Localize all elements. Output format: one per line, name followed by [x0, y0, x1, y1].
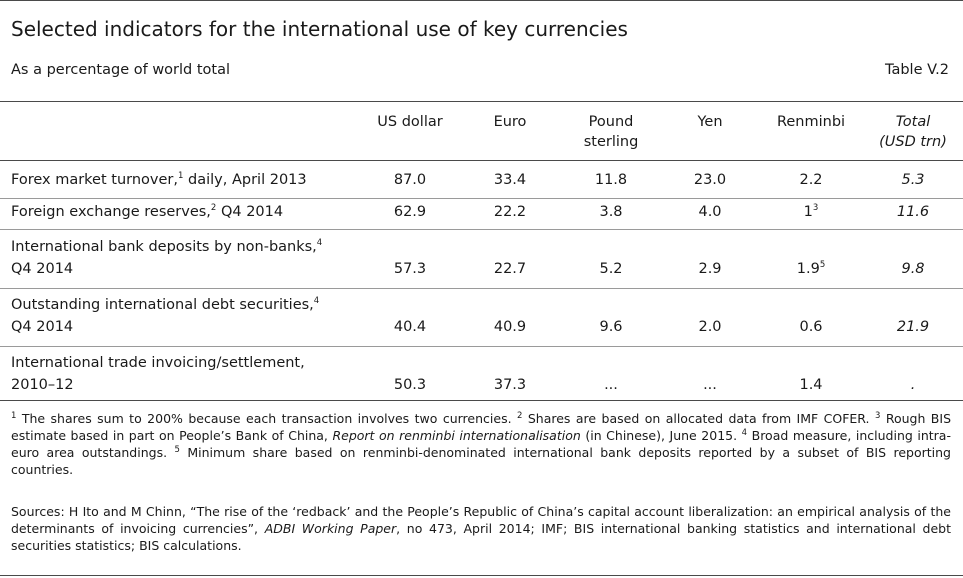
- table-cell: 50.3: [393, 377, 427, 393]
- header-bottom-rule: [0, 160, 963, 161]
- table-cell: 4.0: [698, 204, 722, 220]
- row-label-debt-securities-line2: Q4 2014: [11, 319, 74, 335]
- page-subtitle: As a percentage of world total: [11, 62, 231, 78]
- column-header-renminbi: [770, 112, 852, 132]
- table-cell: 87.0: [393, 172, 427, 188]
- table-cell: 2.9: [698, 261, 722, 277]
- table-cell-total: 5.3: [901, 172, 925, 188]
- table-cell: ...: [703, 377, 717, 393]
- table-cell-value: 1: [803, 204, 813, 220]
- table-cell: 62.9: [393, 204, 427, 220]
- footnote-text: The shares sum to 200% because each transaction involves two currencies.: [16, 411, 517, 426]
- footnote-ref: 2: [210, 203, 217, 214]
- row-label-trade-invoicing: International trade invoicing/settlement,: [11, 355, 305, 371]
- row-label-trade-invoicing-line2: 2010–12: [11, 377, 74, 393]
- row-label-text: Forex market turnover,: [11, 172, 178, 188]
- footnote-text: Rough BIS estimate based in part on People’s Bank of China,: [11, 411, 952, 443]
- row-label-text: Outstanding international debt securities,: [11, 297, 314, 313]
- table-cell-total: 21.9: [896, 319, 930, 335]
- row-label-fx-reserves: [11, 202, 283, 223]
- table-cell: 33.4: [493, 172, 527, 188]
- row-divider: [0, 229, 963, 230]
- sources-text: , no 473, April 2014; IMF; BIS international banking statistics and international debt securities statistics; BIS calculations.: [11, 521, 952, 553]
- footnote-italic-title: Report on renminbi internationalisation: [332, 428, 581, 443]
- table-cell-value: 1.9: [796, 261, 820, 277]
- footnote-text: Broad measure, including intra-euro area outstandings.: [11, 428, 951, 460]
- page-bottom-rule: [0, 575, 963, 576]
- table-cell: 11.8: [594, 172, 628, 188]
- sources-text: Sources: H Ito and M Chinn, “The rise of the ‘redback’ and the People’s Republic of China’s capital account liberalization: an empirical analysis of the determinants of invoicing currencies”,: [11, 504, 951, 536]
- table-cell: 22.2: [493, 204, 527, 220]
- row-label-text: daily, April 2013: [183, 172, 307, 188]
- column-header-us-dollar: [370, 112, 450, 132]
- column-header-yen: [678, 112, 742, 132]
- table-cell: 57.3: [393, 261, 427, 277]
- table-cell: ...: [604, 377, 618, 393]
- table-cell: 9.6: [599, 319, 623, 335]
- row-label-bank-deposits: [11, 237, 322, 258]
- row-label-bank-deposits-line2: Q4 2014: [11, 261, 74, 277]
- footnote-number: 5: [174, 444, 180, 455]
- footnote-text: (in Chinese), June 2015.: [580, 428, 742, 443]
- footnote-number: 3: [874, 410, 881, 421]
- footnote-number: 1: [11, 410, 17, 421]
- page-title: Selected indicators for the international use of key currencies: [11, 17, 628, 41]
- table-cell: 23.0: [693, 172, 727, 188]
- row-divider: [0, 288, 963, 289]
- header-top-rule: [0, 101, 963, 102]
- table-cell: 40.4: [393, 319, 427, 335]
- footnote-ref: 4: [316, 238, 323, 249]
- row-label-text: International bank deposits by non-banks,: [11, 239, 317, 255]
- footnotes: [11, 410, 951, 478]
- row-divider: [0, 346, 963, 347]
- table-cell: 1.4: [799, 377, 823, 393]
- table-number: Table V.2: [885, 62, 949, 78]
- footnote-ref: 1: [177, 171, 184, 182]
- table-cell-total: 9.8: [901, 261, 925, 277]
- table-cell: [770, 259, 852, 280]
- column-header-euro: [475, 112, 545, 132]
- table-cell: 2.2: [799, 172, 823, 188]
- sources: [11, 503, 951, 554]
- table-cell: 22.7: [493, 261, 527, 277]
- footnote-text: Shares are based on allocated data from IMF COFER.: [522, 411, 875, 426]
- column-header-renminbi-text: Renminbi: [776, 114, 846, 130]
- column-header-us-dollar-text: US dollar: [377, 114, 443, 130]
- table-cell: 37.3: [493, 377, 527, 393]
- row-label-forex-turnover: [11, 170, 307, 191]
- row-label-text: Foreign exchange reserves,: [11, 204, 211, 220]
- column-header-total-unit: (USD trn): [879, 134, 947, 150]
- table-bottom-rule: [0, 400, 963, 401]
- footnote-ref: 5: [819, 260, 826, 271]
- table-cell-total: 11.6: [896, 204, 930, 220]
- table-cell-total: .: [910, 377, 916, 393]
- table-cell: 2.0: [698, 319, 722, 335]
- table-cell: 3.8: [599, 204, 623, 220]
- table-cell: 40.9: [493, 319, 527, 335]
- row-label-text: Q4 2014: [216, 204, 284, 220]
- column-header-pound-sterling: [570, 112, 652, 152]
- column-header-pound-text: Pound: [588, 114, 634, 130]
- table-cell: [770, 202, 852, 223]
- footnote-number: 2: [517, 410, 523, 421]
- column-header-total: [870, 112, 956, 152]
- column-header-yen-text: Yen: [697, 114, 723, 130]
- row-label-debt-securities: [11, 295, 319, 316]
- column-header-euro-text: Euro: [493, 114, 527, 130]
- sources-italic-title: ADBI Working Paper: [264, 521, 397, 536]
- column-header-sterling-text: sterling: [583, 134, 639, 150]
- column-header-total-text: Total: [895, 114, 931, 130]
- footnote-number: 4: [741, 427, 748, 438]
- row-divider: [0, 198, 963, 199]
- footnote-ref: 4: [313, 296, 320, 307]
- table-cell: 5.2: [599, 261, 623, 277]
- footnote-text: Minimum share based on renminbi-denominated international bank deposits reported by a subset of BIS reporting countries.: [11, 445, 951, 477]
- top-rule: [0, 0, 963, 1]
- footnote-ref: 3: [812, 203, 819, 214]
- table-cell: 0.6: [799, 319, 823, 335]
